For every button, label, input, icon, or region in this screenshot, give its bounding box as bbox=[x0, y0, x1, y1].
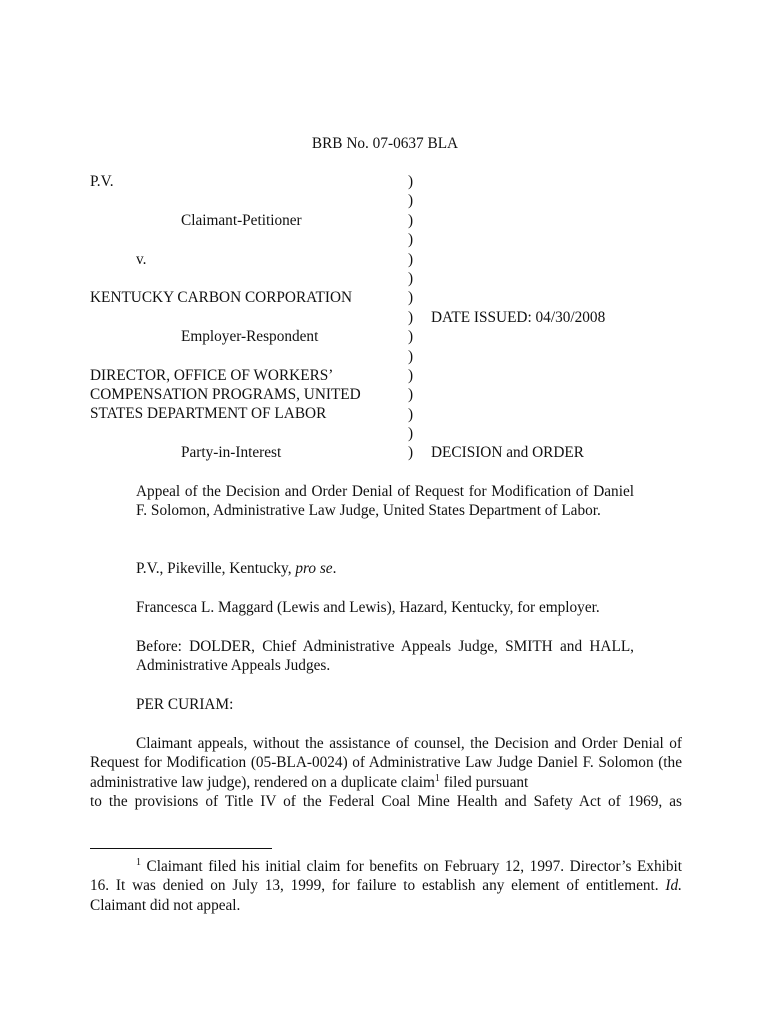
opinion-text-cont: filed pursuant bbox=[439, 773, 529, 791]
paren: ) bbox=[408, 173, 414, 190]
opinion-last-line: to the provisions of Title IV of the Federal Coal Mine Health and Safety Act of 1969, as bbox=[90, 793, 682, 810]
footnote-text: Claimant filed his initial claim for benefits on February 12, 1997. Director’s Exhibit 16. It was denied on July 13, 1999, for failure to establish any element of entitlement. bbox=[90, 858, 682, 895]
paren: ) bbox=[408, 192, 414, 210]
director-line: COMPENSATION PROGRAMS, UNITED bbox=[90, 386, 361, 403]
footnote-text-end: Claimant did not appeal. bbox=[90, 896, 241, 914]
paren: ) bbox=[408, 231, 414, 249]
pro-se-party: P.V., Pikeville, Kentucky, bbox=[136, 560, 296, 577]
per-curiam-heading: PER CURIAM: bbox=[136, 696, 234, 713]
director-line: STATES DEPARTMENT OF LABOR bbox=[90, 405, 327, 422]
footnote bbox=[90, 857, 682, 915]
employer-role: Employer-Respondent bbox=[181, 328, 319, 345]
footnote-number: 1 bbox=[136, 856, 141, 868]
paren: ) bbox=[408, 347, 414, 365]
footnote-reference: 1 bbox=[434, 772, 440, 784]
appeal-paragraph: Appeal of the Decision and Order Denial of Request for Modification of Daniel F. Solomon, Administrative Law Judge, United States Department of Labor. bbox=[136, 483, 634, 520]
date-issued: DATE ISSUED: 04/30/2008 bbox=[431, 309, 606, 326]
paren: ) bbox=[408, 444, 414, 462]
versus: v. bbox=[136, 251, 147, 268]
pro-se-line bbox=[136, 559, 634, 578]
paren: ) bbox=[408, 405, 414, 423]
claimant-role: Claimant-Petitioner bbox=[181, 212, 302, 229]
director-role: Party-in-Interest bbox=[181, 444, 282, 461]
counsel-line: Francesca L. Maggard (Lewis and Lewis), Hazard, Kentucky, for employer. bbox=[136, 599, 600, 616]
footnote-id: Id. bbox=[665, 877, 682, 895]
opinion-paragraph bbox=[90, 734, 682, 792]
docket-number: BRB No. 07-0637 BLA bbox=[311, 135, 459, 152]
paren: ) bbox=[408, 250, 414, 268]
caption-parentheses bbox=[408, 172, 420, 463]
paren: ) bbox=[408, 328, 414, 346]
claimant-name: P.V. bbox=[90, 173, 114, 190]
pro-se-end: . bbox=[332, 560, 337, 577]
paren: ) bbox=[408, 289, 414, 307]
paren: ) bbox=[408, 386, 414, 404]
paren: ) bbox=[408, 425, 414, 443]
decision-heading: DECISION and ORDER bbox=[431, 444, 584, 461]
employer-name: KENTUCKY CARBON CORPORATION bbox=[90, 289, 353, 306]
paren: ) bbox=[408, 308, 414, 326]
paren: ) bbox=[408, 211, 414, 229]
paren: ) bbox=[408, 269, 414, 287]
panel-paragraph: Before: DOLDER, Chief Administrative Appeals Judge, SMITH and HALL, Administrative Appeals Judges. bbox=[136, 638, 634, 675]
opinion-text: Claimant appeals, without the assistance of counsel, the Decision and Order Denial of Request for Modification (05-BLA-0024) of Administrative Law Judge Daniel F. Solomon (the administrative law judge), rendered on a duplicate claim bbox=[90, 735, 682, 791]
paren: ) bbox=[408, 366, 414, 384]
director-line: DIRECTOR, OFFICE OF WORKERS’ bbox=[90, 367, 334, 384]
pro-se-label: pro se bbox=[295, 560, 333, 577]
footnote-divider bbox=[90, 848, 272, 849]
